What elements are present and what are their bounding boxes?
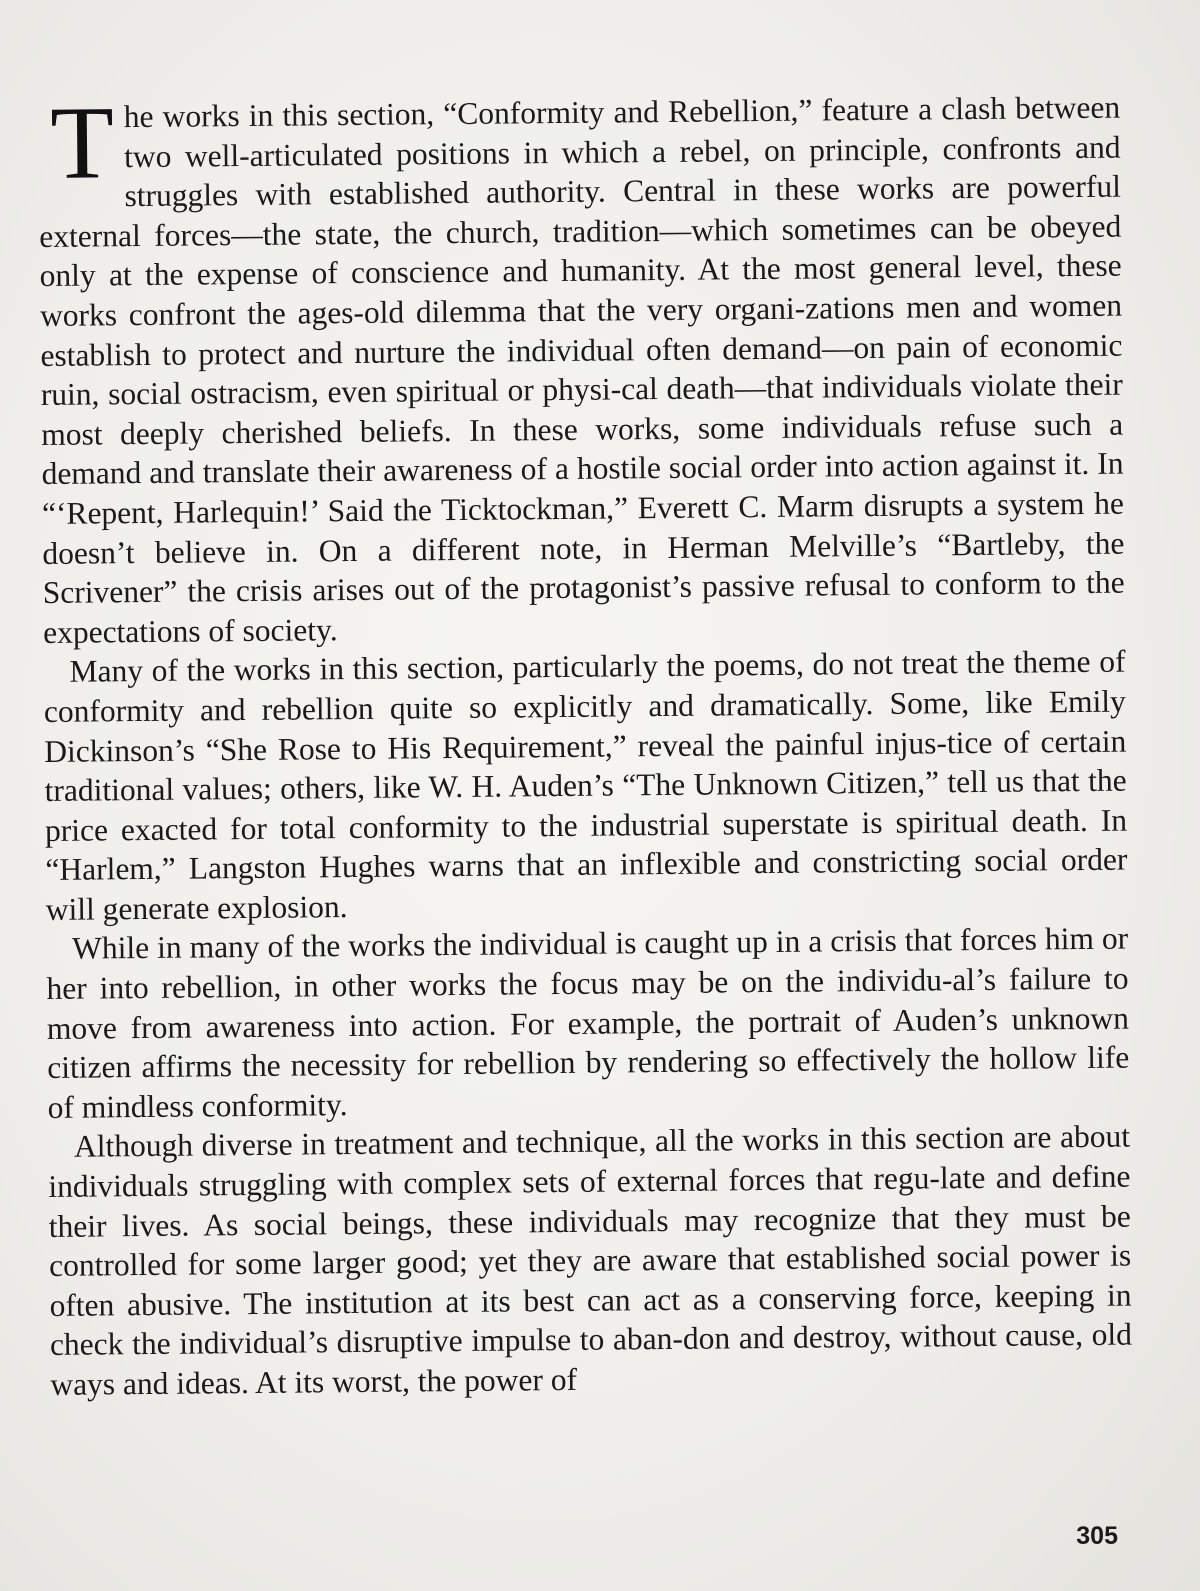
drop-cap: T bbox=[49, 85, 115, 201]
body-text bbox=[38, 85, 1133, 1405]
paragraph-4: Although diverse in treatment and technique, all the works in this section are about individuals struggling with complex sets of external forces that regu-late and define their lives. As social beings, these individuals may recognize that they must be controlled for some larger good; yet they are aware that established social power is often abusive. The institution at its best can act as a conserving force, keeping in check the individual’s disruptive impulse to aban-don and destroy, without cause, old ways and ideas. At its worst, the power of bbox=[48, 1119, 1133, 1402]
paragraph-1-text: he works in this section, “Conformity and Rebellion,” feature a clash between two well-articulated positions in which a rebel, on principle, confronts and struggles with established authority. Central in these works are powerful external forces—the state, the church, tradition—which sometimes can be obeyed only at the expense of conscience and humanity. At the most general level, these works confront the ages-old dilemma that the very organi-zations men and women establish to protect and nurture the individual often demand—on pain of economic ruin, social ostracism, even spiritual or physi-cal death—that individuals violate their most deeply cherished beliefs. In these works, some individuals refuse such a demand and translate their awareness of a hostile social order into action against it. In “‘Repent, Harlequin!’ Said the Ticktockman,” Everett C. Marm disrupts a system he doesn’t believe in. On a different note, in Herman Melville’s “Bartleby, the Scrivener” the crisis arises out of the protagonist’s passive refusal to conform to the expectations of society. bbox=[39, 89, 1125, 650]
page-number: 305 bbox=[1076, 1522, 1118, 1550]
paragraph-1 bbox=[38, 85, 1125, 653]
paragraph-2: Many of the works in this section, particularly the poems, do not treat the theme of conformity and rebellion quite so explicitly and dramatically. Some, like Emily Dickinson’s “She Rose to His Requirement,” reveal the painful injus-tice of certain traditional values; others, like W. H. Auden’s “The Unknown Citizen,” tell us that the price exacted for total conformity to the industrial superstate is spiritual death. In “Harlem,” Langston Hughes warns that an inflexible and constricting social order will generate explosion. bbox=[43, 643, 1128, 927]
paragraph-3: While in many of the works the individual is caught up in a crisis that forces him or her into rebellion, in other works the focus may be on the individu-al’s failure to move from awareness into action. For example, the portrait of Auden’s unknown citizen affirms the necessity for rebellion by rendering so effectively the hollow life of mindless conformity. bbox=[46, 921, 1130, 1125]
